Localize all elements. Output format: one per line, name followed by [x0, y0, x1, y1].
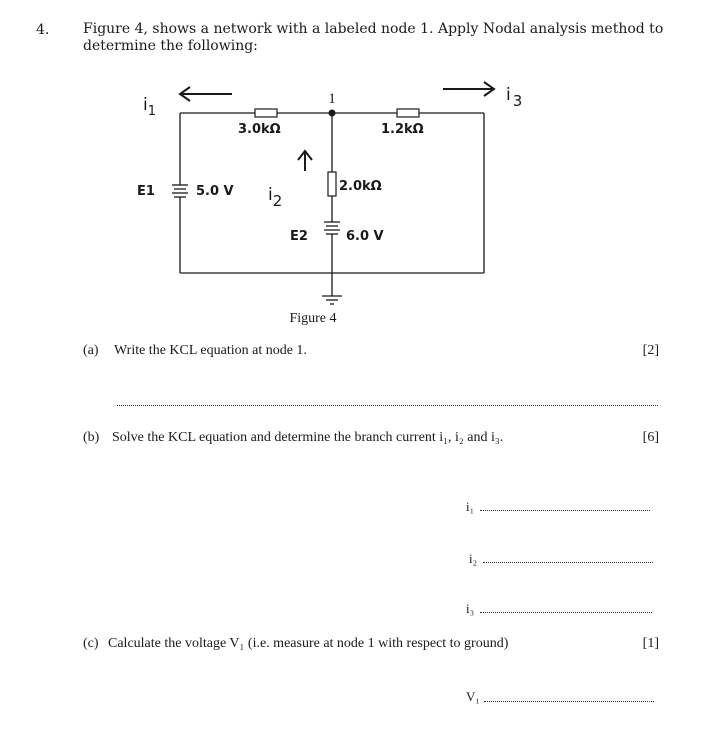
- resistor-2k-label: 2.0kΩ: [339, 179, 382, 194]
- question-number: 4.: [36, 22, 50, 38]
- part-c-marks: [1]: [642, 636, 659, 651]
- answer-i3-label: i₃: [466, 601, 475, 616]
- answer-v1-label: V₁: [466, 689, 480, 704]
- node-label: 1: [328, 91, 336, 107]
- current-i2-label: i2: [268, 185, 283, 210]
- battery-e1-icon: [172, 185, 188, 197]
- answer-line-i3[interactable]: [480, 612, 652, 613]
- resistor-2k-icon: [328, 172, 336, 196]
- current-i3-label: i 3: [506, 85, 523, 110]
- source-e1-value: 5.0 V: [196, 184, 234, 199]
- source-e1-label: E1: [137, 184, 155, 199]
- circuit-figure: [0, 0, 707, 340]
- ground-icon: [322, 296, 342, 304]
- part-a-text: Write the KCL equation at node 1.: [114, 343, 307, 358]
- part-c-label: (c): [83, 636, 99, 651]
- node-1-dot-icon: [329, 110, 336, 117]
- source-e2-value: 6.0 V: [346, 229, 384, 244]
- part-a-marks: [2]: [642, 343, 659, 358]
- part-b-marks: [6]: [642, 430, 659, 445]
- figure-caption: Figure 4: [289, 311, 337, 326]
- current-i1-label: $i_1$: [143, 95, 157, 119]
- answer-line-i2[interactable]: [483, 562, 653, 563]
- answer-i2-label: i₂: [469, 551, 478, 566]
- part-c-text: Calculate the voltage V₁ (i.e. measure at node 1 with respect to ground): [108, 636, 509, 651]
- answer-line-a[interactable]: [117, 405, 658, 406]
- source-e2-label: E2: [290, 229, 308, 244]
- part-b-text: Solve the KCL equation and determine the branch current i₁, i₂ and i₃.: [112, 430, 504, 445]
- part-a-label: (a): [83, 343, 99, 358]
- answer-i1-label: i₁: [466, 499, 475, 514]
- answer-line-v1[interactable]: [484, 701, 654, 702]
- resistor-3k-label: 3.0kΩ: [238, 122, 281, 137]
- resistor-1k2-label: 1.2kΩ: [381, 122, 424, 137]
- battery-e2-icon: [324, 222, 340, 234]
- resistor-3k-icon: [255, 109, 277, 117]
- part-b-label: (b): [83, 430, 100, 445]
- question-intro: Figure 4, shows a network with a labeled node 1. Apply Nodal analysis method to determine the following:: [83, 21, 664, 54]
- resistor-1k2-icon: [397, 109, 419, 117]
- answer-line-i1[interactable]: [480, 510, 650, 511]
